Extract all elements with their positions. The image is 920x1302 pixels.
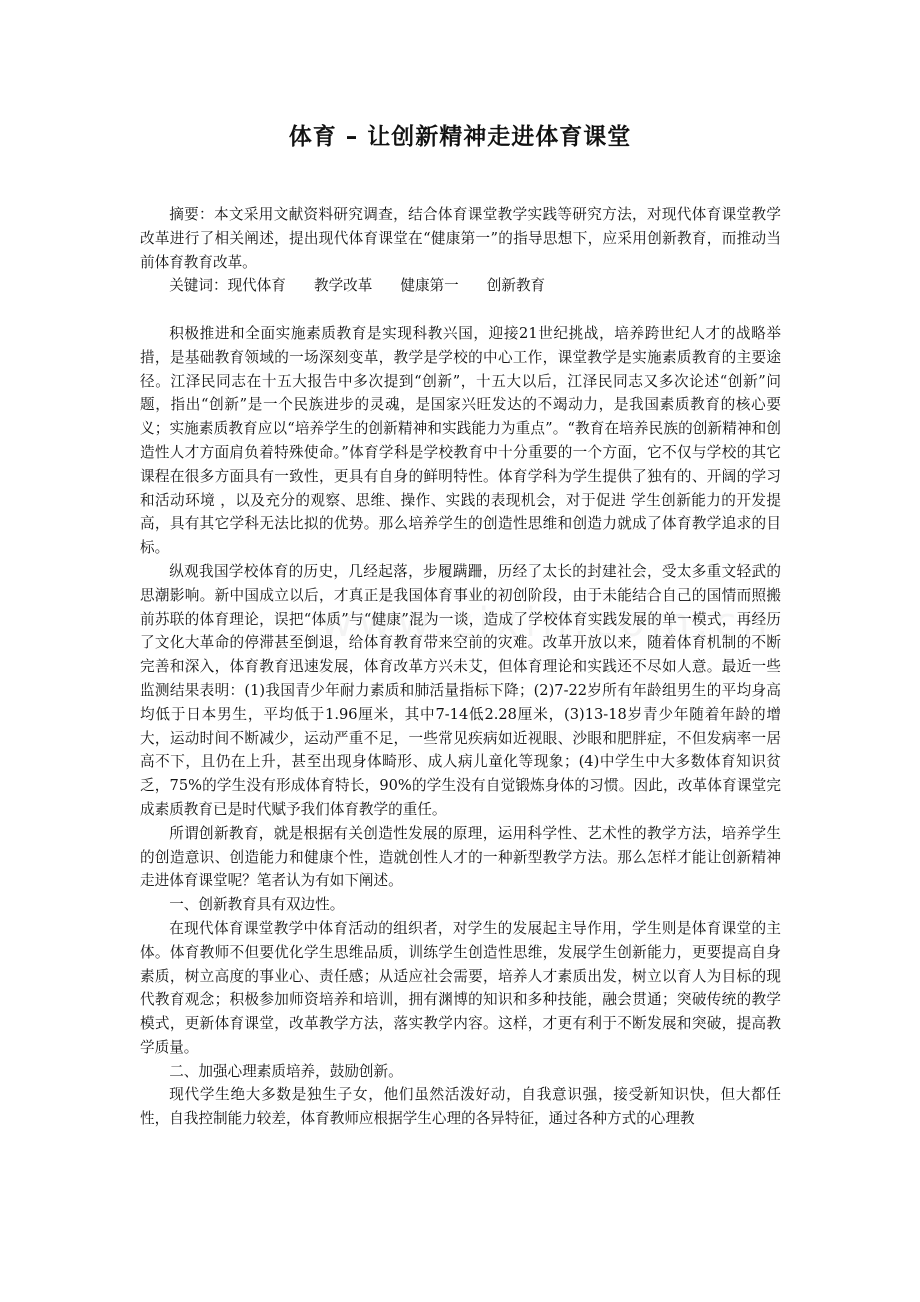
document-body [140, 203, 781, 1131]
section-heading: 一、创新教育具有双边性。 [169, 896, 345, 914]
spacer [140, 298, 781, 322]
keyword: 教学改革 [313, 277, 373, 295]
keyword: 健康第一 [400, 277, 459, 295]
keywords-line [140, 274, 781, 298]
section-heading: 二、加强心理素质培养，鼓励创新。 [169, 1062, 403, 1080]
keywords-label: 关键词： [169, 277, 228, 295]
body-paragraph: 现代学生绝大多数是独生子女，他们虽然活泼好动，自我意识强，接受新知识快，但大都任性，自我控制能力较差，体育教师应根据学生心理的各异特征，通过各种方式的心理教 [140, 1086, 781, 1128]
body-paragraph: 纵观我国学校体育的历史，几经起落，步履蹒跚，历经了太长的封建社会，受太多重文轻武的思潮影响。新中国成立以后，才真正是我国体育事业的初创阶段，由于未能结合自己的国情而照搬前苏联的体育理论，误把“体质”与“健康”混为一谈，造成了学校体育实践发展的单一模式，再经历了文化大革命的停滞甚至倒退，给体育教育带来空前的灾难。改革开放以来，随着体育机制的不断完善和深入，体育教育迅速发展，体育改革方兴未艾，但体育理论和实践还不尽如人意。最近一些监测结果表明：(1)我国青少年耐力素质和肺活量指标下降；(2)7-22岁所有年龄组男生的平均身高均低于日本男生，平均低于1.96厘米，其中7-14低2.28厘米，(3)13-18岁青少年随着年龄的增大，运动时间不断减少，运动严重不足，一些常见疾病如近视眼、沙眼和肥胖症，不但发病率一居高不下，且仍在上升，甚至出现身体畸形、成人病儿童化等现象；(4)中学生中大多数体育知识贫乏，75%的学生没有形成体育特长，90%的学生没有自觉锻炼身体的习惯。因此，改革体育课堂完成素质教育已是时代赋予我们体育教学的重任。 [140, 562, 781, 818]
body-paragraph: 所谓创新教育，就是根据有关创造性发展的原理，运用科学性、艺术性的教学方法，培养学生的创造意识、创造能力和健康个性，造就创性人才的一种新型教学方法。那么怎样才能让创新精神走进体育课堂呢？笔者认为有如下阐述。 [140, 824, 781, 890]
keyword: 创新教育 [486, 277, 546, 295]
abstract-paragraph: 摘要：本文采用文献资料研究调查，结合体育课堂教学实践等研究方法，对现代体育课堂教学改革进行了相关阐述，提出现代体育课堂在“健康第一”的指导思想下，应采用创新教育，而推动当前体育教育改革。 [140, 206, 781, 271]
body-paragraph: 在现代体育课堂教学中体育活动的组织者，对学生的发展起主导作用，学生则是体育课堂的主体。体育教师不但要优化学生思维品质，训练学生创造性思维，发展学生创新能力，更要提高自身素质，树立高度的事业心、责任感；从适应社会需要，培养人才素质出发，树立以育人为目标的现代教育观念；积极参加师资培养和培训，拥有渊博的知识和多种技能，融会贯通；突破传统的教学模式，更新体育课堂，改革教学方法，落实教学内容。这样，才更有利于不断发展和突破，提高教学质量。 [140, 919, 781, 1056]
body-paragraph: 积极推进和全面实施素质教育是实现科教兴国，迎接21世纪挑战，培养跨世纪人才的战略举措，是基础教育领域的一场深刻变革，教学是学校的中心工作，课堂教学是实施素质教育的主要途径。江泽民同志在十五大报告中多次提到“创新”，十五大以后，江泽民同志又多次论述“创新”问题，指出“创新”是一个民族进步的灵魂，是国家兴旺发达的不竭动力，是我国素质教育的核心要义；实施素质教育应以“培养学生的创新精神和实践能力为重点”。“教育在培养民族的创新精神和创造性人才方面肩负着特殊使命。”体育学科是学校教育中十分重要的一个方面，它不仅与学校的其它课程在很多方面具有一致性，更具有自身的鲜明特性。体育学科为学生提供了独有的、开阔的学习和活动环境 ，以及充分的观察、思维、操作、实践的表现机会，对于促进 学生创新能力的开发提高，具有其它学科无法比拟的优势。那么培养学生的创造性思维和创造力就成了体育教学追求的目标。 [140, 324, 781, 557]
keyword: 现代体育 [227, 277, 286, 295]
document-title: 体育 – 让创新精神走进体育课堂 [288, 124, 632, 150]
